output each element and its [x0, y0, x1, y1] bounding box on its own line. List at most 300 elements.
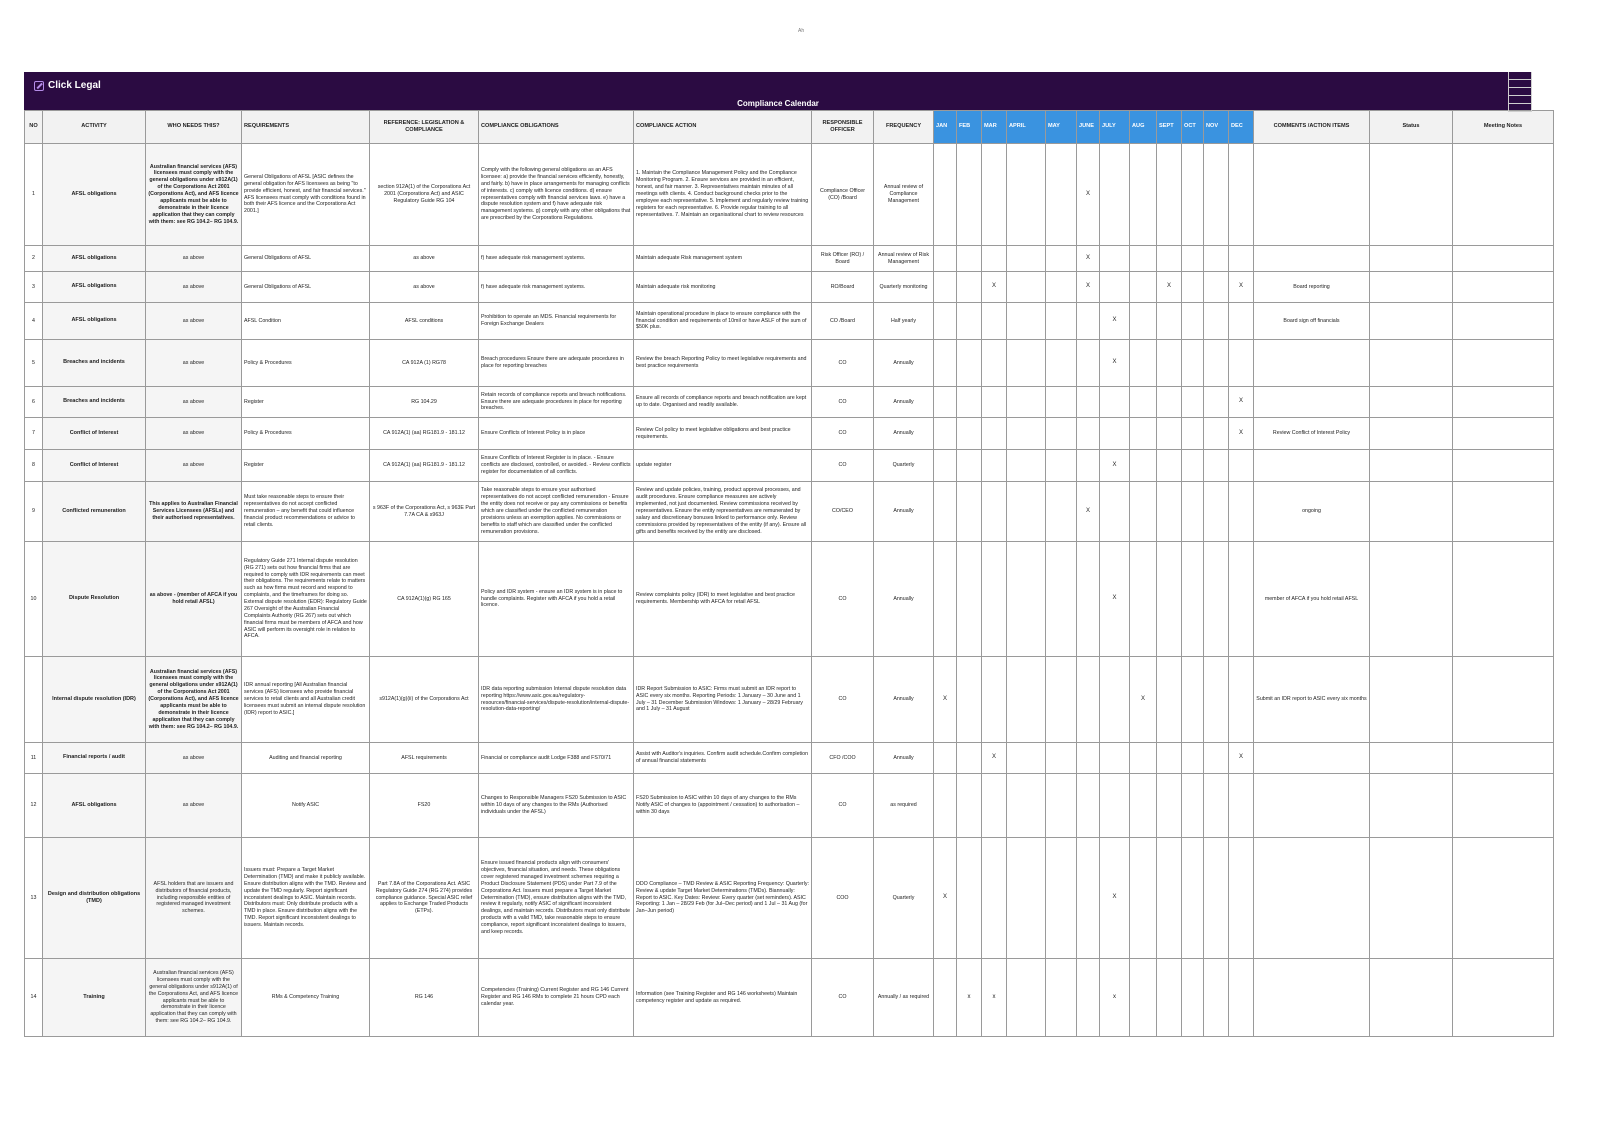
month-mark	[1157, 743, 1182, 774]
table-row	[25, 542, 1554, 657]
month-mark	[934, 482, 957, 542]
cell-who: as above	[146, 340, 242, 387]
month-mark: X	[1077, 482, 1100, 542]
cell-requirements: General Obligations of AFSL	[242, 272, 370, 303]
cell-comments	[1254, 144, 1370, 246]
month-mark	[957, 340, 982, 387]
cell-reference: CA 912A(1) (aa) RG181.9 - 181.12	[370, 418, 479, 450]
month-mark: X	[1130, 657, 1157, 743]
cell-requirements: Must take reasonable steps to ensure their representatives do not accept conflicted remuneration – any benefit that could influence financial product recommendations or advice to retail clients.	[242, 482, 370, 542]
cell-obligations: f) have adequate risk management systems.	[479, 272, 634, 303]
cell-frequency: Quarterly	[874, 450, 934, 482]
cell-status	[1370, 838, 1453, 959]
month-mark	[1046, 418, 1077, 450]
month-mark	[957, 387, 982, 418]
cell-who: as above	[146, 418, 242, 450]
month-mark	[1157, 303, 1182, 340]
table-row	[25, 418, 1554, 450]
col-month-jun: JUNE	[1077, 111, 1100, 144]
month-mark	[934, 418, 957, 450]
cell-who: as above	[146, 450, 242, 482]
month-mark	[1130, 246, 1157, 272]
cell-activity: Conflict of Interest	[43, 418, 146, 450]
cell-status	[1370, 959, 1453, 1037]
col-month-may: MAY	[1046, 111, 1077, 144]
month-mark	[1157, 838, 1182, 959]
month-mark	[1046, 246, 1077, 272]
month-mark: X	[1229, 272, 1254, 303]
month-mark	[1130, 272, 1157, 303]
month-mark	[982, 246, 1007, 272]
cell-status	[1370, 387, 1453, 418]
cell-officer: COO	[812, 838, 874, 959]
month-mark	[934, 272, 957, 303]
cell-frequency: Annually	[874, 418, 934, 450]
month-mark	[1130, 387, 1157, 418]
month-mark	[1077, 774, 1100, 838]
table-row	[25, 144, 1554, 246]
month-mark	[1100, 774, 1130, 838]
cell-reference: CA 912A(1)(g) RG 165	[370, 542, 479, 657]
cell-officer: CO	[812, 774, 874, 838]
cell-obligations: Ensure Conflicts of Interest Register is in place. - Ensure conflicts are disclosed, controlled, or avoided. - Review conflicts register for documentation of all conflicts.	[479, 450, 634, 482]
month-mark: X	[1229, 743, 1254, 774]
month-mark	[1100, 387, 1130, 418]
month-mark	[982, 450, 1007, 482]
month-mark	[1007, 418, 1046, 450]
month-mark	[1204, 387, 1229, 418]
table-row	[25, 482, 1554, 542]
cell-meeting-notes	[1453, 340, 1554, 387]
cell-officer: CO	[812, 542, 874, 657]
cell-no: 6	[25, 387, 43, 418]
cell-officer: CO	[812, 450, 874, 482]
cell-comments	[1254, 838, 1370, 959]
month-mark	[1046, 542, 1077, 657]
col-month-jul: JULY	[1100, 111, 1130, 144]
month-mark	[1046, 303, 1077, 340]
cell-meeting-notes	[1453, 450, 1554, 482]
month-mark	[1182, 303, 1204, 340]
table-row	[25, 387, 1554, 418]
cell-action: 1. Maintain the Compliance Management Policy and the Compliance Monitoring Program. 2. Ensure services are provided in an efficient, honest, and fair manner. 3. Representatives maintain minutes of all meetings with clients. 4. Conduct background checks prior to the employee each representative. 5. Implement and regularly review training registers for each representative. 6. Provide regular training to all representatives. 7. Maintain an organisational chart to review resources	[634, 144, 812, 246]
month-mark	[1229, 657, 1254, 743]
month-mark	[1100, 657, 1130, 743]
month-mark	[982, 387, 1007, 418]
cell-action: Review the breach Reporting Policy to meet legislative requirements and best practice requirements	[634, 340, 812, 387]
cell-requirements: General Obligations of AFSL [ASIC defines the general obligation for AFS licensees as being "to provide efficient, honest, and fair financial services." AFS licensees must comply with conditions found in both their AFS licence and the Corporations Act 2001.]	[242, 144, 370, 246]
month-mark	[1100, 482, 1130, 542]
col-month-feb: FEB	[957, 111, 982, 144]
table-row	[25, 838, 1554, 959]
month-mark	[1130, 482, 1157, 542]
month-mark: X	[982, 272, 1007, 303]
cell-status	[1370, 340, 1453, 387]
month-mark	[957, 743, 982, 774]
brand-logo	[34, 80, 101, 91]
cell-who: Australian financial services (AFS) licensees must comply with the general obligations under s912A(1) of the Corporations Act 2001 (Corporations Act), and AFS licence applicants must be able to demonstrate in their licence application that they can comply with them: see RG 104.2– RG 104.9.	[146, 657, 242, 743]
table-row	[25, 340, 1554, 387]
cell-status	[1370, 450, 1453, 482]
month-mark	[1204, 418, 1229, 450]
month-mark	[1046, 743, 1077, 774]
month-mark	[957, 450, 982, 482]
cell-requirements: Policy & Procedures	[242, 418, 370, 450]
month-mark	[982, 340, 1007, 387]
month-mark	[1007, 450, 1046, 482]
month-mark	[957, 774, 982, 838]
calendar-title: Compliance Calendar	[737, 99, 819, 108]
month-mark	[1077, 838, 1100, 959]
table-row	[25, 272, 1554, 303]
month-mark	[1100, 246, 1130, 272]
cell-officer: CFO /COO	[812, 743, 874, 774]
cell-who: as above	[146, 387, 242, 418]
cell-reference: Part 7.8A of the Corporations Act. ASIC Regulatory Guide 274 (RG 274) provides compliance guidance. Special ASIC relief applies to Exchange Traded Products (ETPs).	[370, 838, 479, 959]
cell-officer: CO	[812, 418, 874, 450]
month-mark	[1046, 774, 1077, 838]
cell-frequency: Half yearly	[874, 303, 934, 340]
cell-comments: Board sign off financials	[1254, 303, 1370, 340]
cell-frequency: Quarterly	[874, 838, 934, 959]
month-mark	[1130, 542, 1157, 657]
col-month-aug: AUG	[1130, 111, 1157, 144]
month-mark	[934, 387, 957, 418]
month-mark	[1130, 774, 1157, 838]
cell-reference: CA 912A (1) RG78	[370, 340, 479, 387]
cell-no: 10	[25, 542, 43, 657]
month-mark	[957, 482, 982, 542]
compliance-sheet	[24, 72, 1532, 1037]
col-frequency: FREQUENCY	[874, 111, 934, 144]
month-mark	[1204, 657, 1229, 743]
month-mark	[1229, 246, 1254, 272]
month-mark	[1204, 340, 1229, 387]
cell-frequency: Annually / as required	[874, 959, 934, 1037]
month-mark	[1182, 144, 1204, 246]
cell-meeting-notes	[1453, 482, 1554, 542]
month-mark	[1007, 387, 1046, 418]
month-mark	[957, 303, 982, 340]
cell-meeting-notes	[1453, 303, 1554, 340]
col-status: Status	[1370, 111, 1453, 144]
cell-action: Information (see Training Register and RG 146 worksheets) Maintain competency register and update as required.	[634, 959, 812, 1037]
cell-status	[1370, 743, 1453, 774]
month-mark	[1046, 838, 1077, 959]
cell-no: 4	[25, 303, 43, 340]
col-month-apr: APRIL	[1007, 111, 1046, 144]
cell-meeting-notes	[1453, 272, 1554, 303]
cell-obligations: Policy and IDR system - ensure an IDR system is in place to handle complaints. Register with AFCA if you hold a retail licence.	[479, 542, 634, 657]
cell-action: Ensure all records of compliance reports and breach notification are kept up to date. Organised and readily available.	[634, 387, 812, 418]
cell-meeting-notes	[1453, 657, 1554, 743]
cell-no: 7	[25, 418, 43, 450]
month-mark	[934, 340, 957, 387]
month-mark: X	[1100, 340, 1130, 387]
month-mark	[1204, 272, 1229, 303]
cell-who: Australian financial services (AFS) licensees must comply with the general obligations under s912A(1) of the Corporations Act, and AFS licence applicants must be able to demonstrate in their licence application that they can comply with them: see RG 104.2– RG 104.9.	[146, 959, 242, 1037]
month-mark	[1007, 657, 1046, 743]
month-mark	[1182, 657, 1204, 743]
cell-requirements: Notify ASIC	[242, 774, 370, 838]
cell-activity: Conflicted remuneration	[43, 482, 146, 542]
col-month-mar: MAR	[982, 111, 1007, 144]
table-row	[25, 303, 1554, 340]
cell-no: 3	[25, 272, 43, 303]
month-mark	[1204, 482, 1229, 542]
month-mark	[1229, 482, 1254, 542]
cell-no: 8	[25, 450, 43, 482]
cell-activity: Dispute Resolution	[43, 542, 146, 657]
cell-obligations: Changes to Responsible Managers FS20 Submission to ASIC within 10 days of any changes to the RMs (Authorised individuals under the AFSL)	[479, 774, 634, 838]
col-action: COMPLIANCE ACTION	[634, 111, 812, 144]
month-mark	[1182, 340, 1204, 387]
month-mark	[1077, 418, 1100, 450]
brand-name: Click Legal	[48, 80, 101, 91]
link-icon	[34, 81, 44, 91]
month-mark	[957, 272, 982, 303]
cell-comments	[1254, 246, 1370, 272]
month-mark	[982, 542, 1007, 657]
cell-reference: AFSL conditions	[370, 303, 479, 340]
month-mark: x	[957, 959, 982, 1037]
cell-action: Review complaints policy (IDR) to meet legislative and best practice requirements. Membership with AFCA for retail AFSL	[634, 542, 812, 657]
month-mark	[1046, 144, 1077, 246]
month-mark	[1046, 959, 1077, 1037]
month-mark	[1007, 959, 1046, 1037]
month-mark	[1100, 272, 1130, 303]
month-mark	[1204, 450, 1229, 482]
cell-obligations: f) have adequate risk management systems.	[479, 246, 634, 272]
month-mark	[1077, 450, 1100, 482]
month-mark	[1077, 340, 1100, 387]
col-month-jan: JAN	[934, 111, 957, 144]
cell-officer: RO/Board	[812, 272, 874, 303]
month-mark	[1157, 418, 1182, 450]
month-mark	[1130, 743, 1157, 774]
month-mark	[1182, 482, 1204, 542]
cell-obligations: Ensure issued financial products align with consumers' objectives, financial situation, and needs. These obligations cover registered managed investment schemes requiring a Product Disclosure Statement (PDS) under Part 7.9 of the Corporations Act. Issuers must prepare a Target Market Determination (TMD), ensure distribution aligns with the TMD, review it regularly, notify ASIC of significant inconsistent dealings, and maintain records. Distributors must only distribute products with a valid TMD, take reasonable steps to ensure compliance, report significant inconsistent dealings to issuers, and keep records.	[479, 838, 634, 959]
cell-frequency: Quarterly monitoring	[874, 272, 934, 303]
cell-who: as above	[146, 774, 242, 838]
cell-comments: Submit an IDR report to ASIC every six months	[1254, 657, 1370, 743]
cell-requirements: IDR annual reporting [All Australian financial services (AFS) licensees who provide financial services to retail clients and all Australian credit licensees must submit an internal dispute resolution (IDR) report to ASIC.]	[242, 657, 370, 743]
month-mark	[1182, 387, 1204, 418]
cell-requirements: Issuers must: Prepare a Target Market Determination (TMD) and make it publicly available. Ensure distribution aligns with the TMD. Review and update the TMD regularly. Report significant inconsistent dealings to ASIC. Maintain records. Distributors must: Only distribute products with a TMD in place. Ensure distribution aligns with the TMD. Report significant inconsistent dealings to issuers. Maintain records.	[242, 838, 370, 959]
month-mark	[1204, 743, 1229, 774]
month-mark	[1130, 450, 1157, 482]
month-mark	[1130, 418, 1157, 450]
month-mark	[1229, 959, 1254, 1037]
cell-comments: ongoing	[1254, 482, 1370, 542]
cell-activity: AFSL obligations	[43, 303, 146, 340]
cell-action: IDR Report Submission to ASIC: Firms must submit an IDR report to ASIC every six months. Reporting Periods: 1 January – 30 June and 1 July – 31 December Submission Windows: 1 January – 28/29 February and 1 July – 31 August	[634, 657, 812, 743]
cell-reference: s912A(1)(g)(ii) of the Corporations Act	[370, 657, 479, 743]
col-officer: RESPONSIBLE OFFICER	[812, 111, 874, 144]
compliance-table	[24, 110, 1554, 1037]
cell-meeting-notes	[1453, 418, 1554, 450]
cell-frequency: as required	[874, 774, 934, 838]
cell-activity: Financial reports / audit	[43, 743, 146, 774]
cell-action: FS20 Submission to ASIC within 10 days of any changes to the RMs Notify ASIC of changes to (appointment / cessation) to authorisation – within 30 days	[634, 774, 812, 838]
cell-no: 14	[25, 959, 43, 1037]
month-mark: X	[1229, 418, 1254, 450]
month-mark	[1157, 340, 1182, 387]
month-mark	[982, 657, 1007, 743]
cell-frequency: Annually	[874, 340, 934, 387]
cell-status	[1370, 542, 1453, 657]
table-row	[25, 450, 1554, 482]
month-mark	[1157, 774, 1182, 838]
month-mark	[1229, 838, 1254, 959]
cell-officer: CO	[812, 387, 874, 418]
cell-no: 1	[25, 144, 43, 246]
month-mark: X	[1077, 246, 1100, 272]
cell-officer: CO	[812, 657, 874, 743]
cell-officer: CO/CEO	[812, 482, 874, 542]
cell-no: 5	[25, 340, 43, 387]
table-row	[25, 743, 1554, 774]
month-mark	[1157, 542, 1182, 657]
month-mark	[1130, 838, 1157, 959]
cell-activity: AFSL obligations	[43, 272, 146, 303]
cell-comments: Review Conflict of Interest Policy	[1254, 418, 1370, 450]
month-mark	[982, 303, 1007, 340]
month-mark	[1046, 272, 1077, 303]
cell-reference: section 912A(1) of the Corporations Act 2001 (Corporations Act) and ASIC Regulatory Guide RG 104	[370, 144, 479, 246]
cell-no: 12	[25, 774, 43, 838]
month-mark	[1204, 303, 1229, 340]
month-mark	[1100, 144, 1130, 246]
month-mark	[1204, 959, 1229, 1037]
cell-obligations: IDR data reporting submission Internal dispute resolution data reporting https://www.asic.gov.au/regulatory-resources/financial-services/dispute-resolution/internal-dispute-resolution-data-reporting/	[479, 657, 634, 743]
month-mark	[1007, 542, 1046, 657]
col-month-dec: DEC	[1229, 111, 1254, 144]
cell-no: 2	[25, 246, 43, 272]
cell-requirements: Register	[242, 450, 370, 482]
col-activity: ACTIVITY	[43, 111, 146, 144]
month-mark	[1157, 387, 1182, 418]
header-row	[25, 111, 1554, 144]
cell-meeting-notes	[1453, 774, 1554, 838]
table-row	[25, 246, 1554, 272]
col-month-oct: OCT	[1182, 111, 1204, 144]
cell-status	[1370, 303, 1453, 340]
cell-activity: AFSL obligations	[43, 144, 146, 246]
cell-frequency: Annually	[874, 542, 934, 657]
month-mark	[1204, 542, 1229, 657]
cell-reference: AFSL requirements	[370, 743, 479, 774]
month-mark	[1007, 838, 1046, 959]
month-mark	[1182, 246, 1204, 272]
month-mark	[934, 959, 957, 1037]
month-mark	[1157, 959, 1182, 1037]
month-mark	[1077, 657, 1100, 743]
month-mark	[1130, 959, 1157, 1037]
col-month-sep: SEPT	[1157, 111, 1182, 144]
cell-officer: Risk Officer (RO) / Board	[812, 246, 874, 272]
cell-frequency: Annually	[874, 743, 934, 774]
cell-activity: AFSL obligations	[43, 774, 146, 838]
month-mark	[1046, 340, 1077, 387]
month-mark	[1182, 542, 1204, 657]
page-mark: Ah	[798, 28, 805, 34]
cell-reference: s 963F of the Corporations Act, s 963E Part 7.7A CA & s963J	[370, 482, 479, 542]
cell-status	[1370, 144, 1453, 246]
col-obligations: COMPLIANCE OBLIGATIONS	[479, 111, 634, 144]
col-meeting-notes: Meeting Notes	[1453, 111, 1554, 144]
cell-requirements: Regulatory Guide 271 Internal dispute resolution (RG 271) sets out how financial firms that are required to comply with IDR requirements can meet their obligations. The requirements relate to matters such as how firms must record and respond to complaints, and the timeframes for doing so. External dispute resolution (EDR): Regulatory Guide 267 Oversight of the Australian Financial Complaints Authority (RG 267) sets out which financial firms must be members of AFCA and how ASIC will perform its oversight role in relation to AFCA.	[242, 542, 370, 657]
month-mark	[1229, 340, 1254, 387]
month-mark	[1007, 144, 1046, 246]
cell-requirements: Auditing and financial reporting	[242, 743, 370, 774]
cell-status	[1370, 657, 1453, 743]
month-mark: x	[982, 959, 1007, 1037]
cell-obligations: Take reasonable steps to ensure your authorised representatives do not accept conflicted remuneration - Ensure the entity does not receive or pay any commissions or benefits which are classified under the conflicted remuneration provisions unless an exemption applies. No commissions or benefits to staff which are classified under the conflicted remuneration provisions.	[479, 482, 634, 542]
month-mark	[1157, 144, 1182, 246]
cell-reference: as above	[370, 272, 479, 303]
month-mark	[1077, 959, 1100, 1037]
month-mark	[1077, 303, 1100, 340]
cell-comments	[1254, 959, 1370, 1037]
month-mark	[1182, 959, 1204, 1037]
cell-meeting-notes	[1453, 542, 1554, 657]
cell-obligations: Breach procedures Ensure there are adequate procedures in place for reporting breaches	[479, 340, 634, 387]
month-mark	[1182, 838, 1204, 959]
cell-no: 13	[25, 838, 43, 959]
cell-reference: CA 912A(1) (aa) RG181.9 - 181.12	[370, 450, 479, 482]
month-mark	[1204, 144, 1229, 246]
month-mark	[1007, 743, 1046, 774]
cell-obligations: Ensure Conflicts of Interest Policy is in place	[479, 418, 634, 450]
month-mark	[1077, 542, 1100, 657]
cell-obligations: Retain records of compliance reports and breach notifications. Ensure there are adequate procedures in place for reporting breaches.	[479, 387, 634, 418]
cell-frequency: Annual review of Risk Management	[874, 246, 934, 272]
cell-requirements: Policy & Procedures	[242, 340, 370, 387]
cell-comments	[1254, 340, 1370, 387]
month-mark	[1229, 542, 1254, 657]
cell-activity: Internal dispute resolution (IDR)	[43, 657, 146, 743]
cell-frequency: Annual review of Compliance Management	[874, 144, 934, 246]
cell-action: Review and update policies, training, product approval processes, and audit procedures. Ensure compliance measures are actively implemented, not just documented. Review commissions received by representatives. Ensure the entity representatives are remunerated by salary and discretionary bonuses linked to performance only. Review commissions provided by representatives of the entity (if any). Ensure all gifts and benefits received by the entity are disclosed.	[634, 482, 812, 542]
cell-meeting-notes	[1453, 246, 1554, 272]
cell-reference: FS20	[370, 774, 479, 838]
cell-who: as above	[146, 246, 242, 272]
cell-action: update register	[634, 450, 812, 482]
month-mark: x	[1100, 959, 1130, 1037]
month-mark	[934, 144, 957, 246]
month-mark	[1100, 418, 1130, 450]
month-mark	[1157, 450, 1182, 482]
cell-officer: CO	[812, 959, 874, 1037]
cell-action: Maintain adequate risk monitoring	[634, 272, 812, 303]
cell-meeting-notes	[1453, 387, 1554, 418]
cell-activity: Training	[43, 959, 146, 1037]
month-mark	[982, 482, 1007, 542]
month-mark	[1130, 303, 1157, 340]
month-mark: X	[1229, 387, 1254, 418]
month-mark	[1046, 657, 1077, 743]
sheet-edge-cells	[1508, 72, 1532, 112]
cell-status	[1370, 482, 1453, 542]
cell-frequency: Annually	[874, 482, 934, 542]
month-mark	[1182, 743, 1204, 774]
month-mark	[1229, 774, 1254, 838]
cell-obligations: Comply with the following general obligations as an AFS licensee: a) provide the financial services efficiently, honestly, and fairly. b) have in place arrangements for managing conflicts of interests. c) comply with licence conditions. d) ensure representatives comply with financial services laws. e) have a dispute resolution system and f) have adequate risk management systems. g) comply with any other obligations that are prescribed by the Corporations Regulations.	[479, 144, 634, 246]
col-no: NO	[25, 111, 43, 144]
col-month-nov: NOV	[1204, 111, 1229, 144]
month-mark	[934, 743, 957, 774]
